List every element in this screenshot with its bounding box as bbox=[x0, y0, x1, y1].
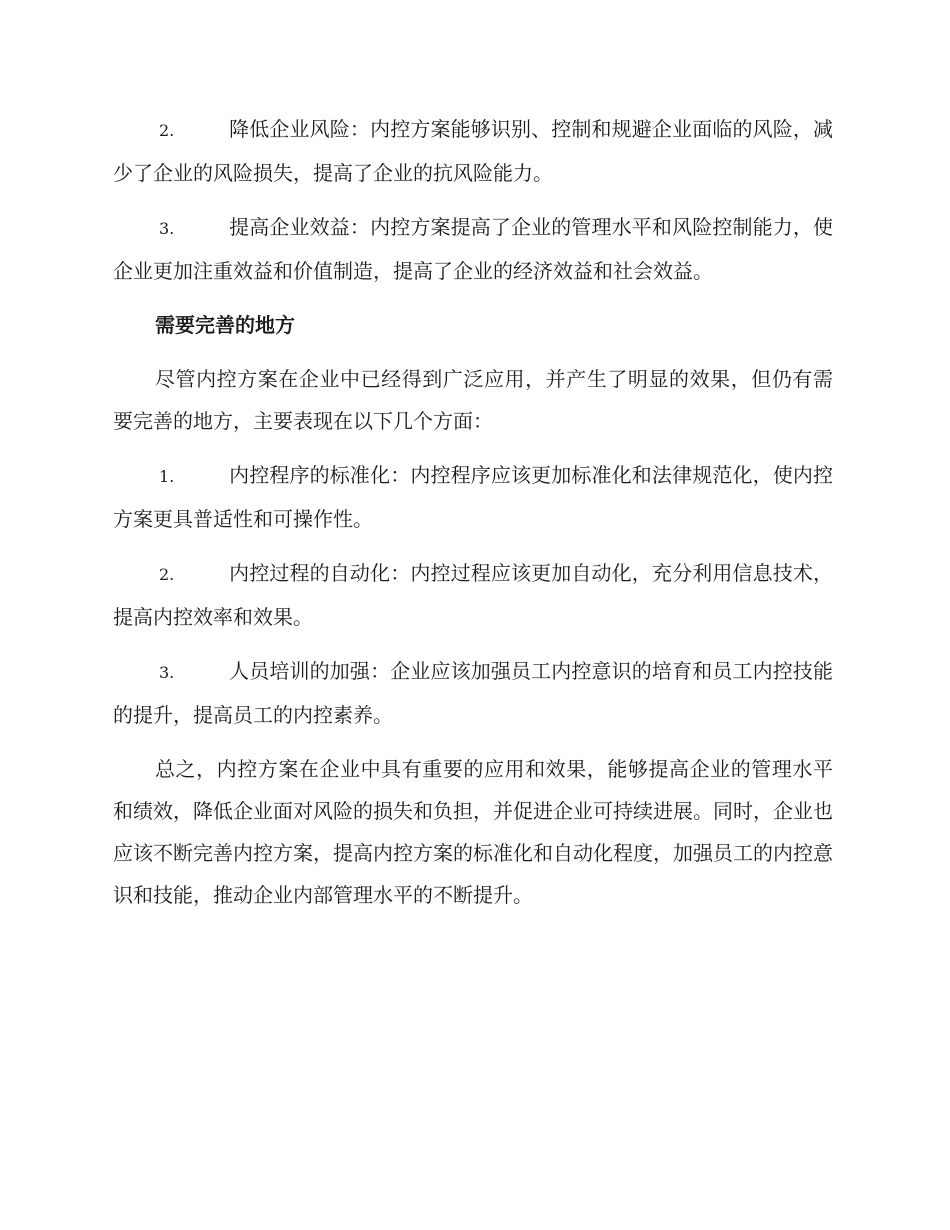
list-number: 2. bbox=[159, 565, 175, 584]
document-page bbox=[113, 108, 833, 928]
list-number: 1. bbox=[159, 467, 175, 486]
list-text: 内控过程的自动化：内控过程应该更加自动化，充分利用信息技术，提高内控效率和效果。 bbox=[113, 561, 833, 629]
list-item bbox=[113, 552, 833, 638]
intro-paragraph: 尽管内控方案在企业中已经得到广泛应用，并产生了明显的效果，但仍有需要完善的地方，主要表现在以下几个方面： bbox=[113, 367, 833, 433]
list-text: 降低企业风险：内控方案能够识别、控制和规避企业面临的风险，减少了企业的风险损失，提高了企业的抗风险能力。 bbox=[113, 117, 833, 185]
list-text: 内控程序的标准化：内控程序应该更加标准化和法律规范化，使内控方案更具普适性和可操作性。 bbox=[113, 463, 833, 531]
list-text: 人员培训的加强：企业应该加强员工内控意识的培育和员工内控技能的提升，提高员工的内控素养。 bbox=[113, 659, 833, 727]
list-item bbox=[113, 108, 833, 194]
list-number: 3. bbox=[159, 663, 175, 682]
section-heading: 需要完善的地方 bbox=[155, 313, 295, 337]
list-item bbox=[113, 650, 833, 736]
list-text: 提高企业效益：内控方案提高了企业的管理水平和风险控制能力，使企业更加注重效益和价值制造，提高了企业的经济效益和社会效益。 bbox=[113, 215, 833, 283]
list-item bbox=[113, 454, 833, 540]
list-number: 2. bbox=[159, 121, 175, 140]
list-number: 3. bbox=[159, 219, 175, 238]
conclusion-paragraph: 总之，内控方案在企业中具有重要的应用和效果，能够提高企业的管理水平和绩效，降低企业面对风险的损失和负担，并促进企业可持续进展。同时，企业也应该不断完善内控方案，提高内控方案的标准化和自动化程度，加强员工的内控意识和技能，推动企业内部管理水平的不断提升。 bbox=[113, 757, 833, 907]
list-item bbox=[113, 206, 833, 292]
